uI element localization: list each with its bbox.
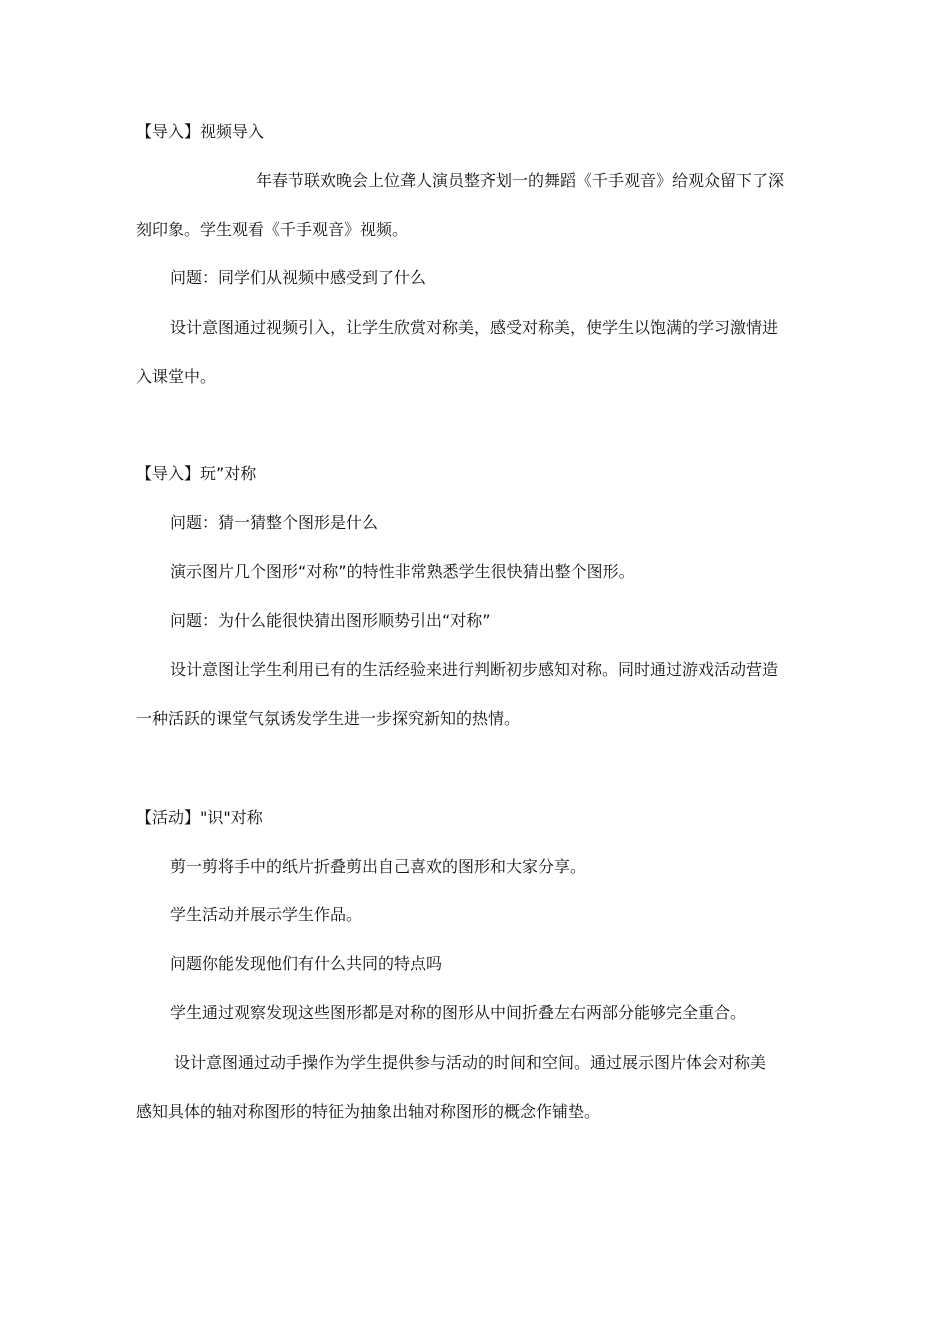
design-intent-line: 设计意图通过视频引入，让学生欣赏对称美，感受对称美，使学生以饱满的学习激情进: [170, 318, 779, 337]
paragraph-line: 年春节联欢晚会上位聋人演员整齐划一的舞蹈《千手观音》给观众留下了深: [256, 171, 785, 190]
section-heading: 【导入】玩”对称: [136, 464, 257, 483]
paragraph-line: 剪一剪将手中的纸片折叠剪出自己喜欢的图形和大家分享。: [170, 857, 587, 876]
paragraph-line: 学生通过观察发现这些图形都是对称的图形从中间折叠左右两部分能够完全重合。: [170, 1003, 747, 1022]
question-text: 问题：为什么能很快猜出图形顺势引出“对称”: [170, 611, 491, 630]
paragraph-line: 刻印象。学生观看《千手观音》视频。: [136, 220, 409, 239]
section-heading: 【活动】"识"对称: [136, 808, 263, 827]
question-text: 问题：同学们从视频中感受到了什么: [170, 268, 427, 287]
section-heading: 【导入】视频导入: [136, 122, 265, 141]
paragraph-line: 演示图片几个图形“对称”的特性非常熟悉学生很快猜出整个图形。: [170, 562, 635, 581]
design-intent-line: 设计意图让学生利用已有的生活经验来进行判断初步感知对称。同时通过游戏活动营造: [170, 660, 779, 679]
question-text: 问题：猜一猜整个图形是什么: [170, 513, 379, 532]
design-intent-line: 一种活跃的课堂气氛诱发学生进一步探究新知的热情。: [136, 709, 521, 728]
design-intent-line: 感知具体的轴对称图形的特征为抽象出轴对称图形的概念作铺垫。: [136, 1102, 601, 1121]
question-text: 问题你能发现他们有什么共同的特点吗: [170, 954, 443, 973]
design-intent-line: 设计意图通过动手操作为学生提供参与活动的时间和空间。通过展示图片体会对称美: [174, 1053, 767, 1072]
paragraph-line: 学生活动并展示学生作品。: [170, 905, 363, 924]
design-intent-line: 入课堂中。: [136, 367, 217, 386]
